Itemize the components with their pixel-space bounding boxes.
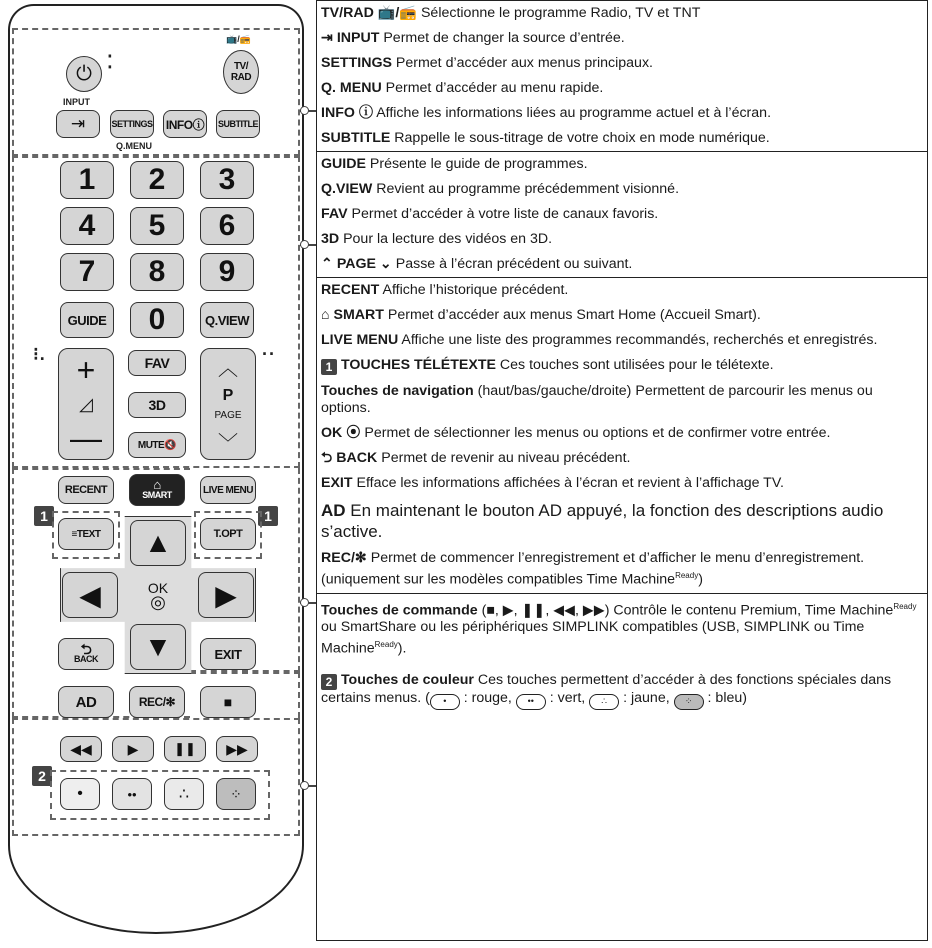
tvrad-button[interactable]: TV/ RAD (223, 50, 259, 94)
desc-qmenu: Q. MENU Permet d’accéder au menu rapide. (321, 80, 604, 96)
volume-up-icon: + (76, 351, 96, 388)
power-button[interactable]: ⏻ (66, 56, 102, 92)
page-p-label: P (222, 386, 234, 404)
blue-button[interactable]: ⁘ (216, 778, 256, 810)
live-menu-button[interactable]: LIVE MENU (200, 476, 256, 504)
info-button[interactable]: INFOⓘ (163, 110, 207, 138)
section-nav-keys (317, 278, 927, 594)
desc-colors: 2 Touches de couleur Ces touches permettent d’accéder à des fonctions spéciales dans certains menus. ( • : rouge, •• : vert, ∴ : jaune, ⁘ : bleu) (317, 668, 927, 714)
number-3-button[interactable]: 3 (200, 161, 254, 199)
desc-exit: EXIT Efface les informations affichées à l’écran et revient à l’affichage TV. (321, 475, 784, 491)
page-down-icon: ﹀ (218, 433, 238, 456)
qview-button[interactable]: Q.VIEW (200, 302, 254, 338)
desc-settings: SETTINGS Permet d’accéder aux menus principaux. (321, 55, 653, 71)
fastforward-button[interactable]: ▶▶ (216, 736, 258, 762)
tvrad-icon: 📺/📻 (226, 34, 251, 44)
home-icon: ⌂ (153, 477, 161, 492)
color-number-badge: 2 (321, 674, 337, 690)
remote-illustration (0, 0, 315, 948)
color-badge: 2 (32, 766, 52, 786)
fav-button[interactable]: FAV (128, 350, 186, 376)
3d-button[interactable]: 3D (128, 392, 186, 418)
desc-teletext: 1 TOUCHES TÉLÉTEXTE Ces touches sont utilisées pour le télétexte. (317, 353, 927, 379)
page-label: PAGE (214, 410, 242, 422)
down-button[interactable]: ▼ (130, 624, 186, 670)
leader-dot-4 (300, 781, 309, 790)
rec-button[interactable]: REC/✻ (129, 686, 185, 718)
section-middle-keys (317, 152, 927, 278)
qmenu-caption: Q.MENU (116, 141, 152, 151)
desc-input: ⇥ INPUT Permet de changer la source d’entrée. (321, 30, 625, 46)
page-up-icon: ︿ (218, 357, 238, 380)
blue-pill-icon: ⁘ (674, 694, 704, 710)
desc-ok: OK ⦿ Permet de sélectionner les menus ou options et de confirmer votre entrée. (321, 425, 831, 441)
smart-label: SMART (142, 490, 172, 500)
teletext-badge-right: 1 (258, 506, 278, 526)
desc-qview: Q.VIEW Revient au programme précédemment visionné. (321, 181, 680, 197)
leader-dot-3 (300, 598, 309, 607)
recent-button[interactable]: RECENT (58, 476, 114, 504)
ok-dot-icon: ◎ (150, 592, 166, 612)
desc-commands: Touches de commande (■, ▶, ❚❚, ◀◀, ▶▶) Contrôle le contenu Premium, Time Machine$^{Ready}$ ou SmartShare ou les périphériques SIMPLINK compatibles (USB, SIMPLINK ou Time Machine$^{Ready}$). (321, 601, 917, 658)
desc-fav: FAV Permet d’accéder à votre liste de canaux favoris. (321, 206, 659, 222)
back-button[interactable] (58, 638, 114, 670)
number-9-button[interactable]: 9 (200, 253, 254, 291)
settings-button[interactable]: SETTINGS (110, 110, 154, 138)
volume-rocker[interactable] (58, 348, 114, 460)
power-dots: ⁚ (107, 52, 114, 72)
teletext-badge-left: 1 (34, 506, 54, 526)
desc-rec: REC/✻ Permet de commencer l’enregistrement et d’afficher le menu d’enregistrement.(uniquement sur les modèles compatibles Time Machine$^{Ready}$) (321, 550, 865, 588)
green-pill-icon: •• (516, 694, 546, 710)
desc-tvrad: TV/RAD 📺/📻 Sélectionne le programme Radio, TV et TNT (321, 5, 701, 21)
red-pill-icon: • (430, 694, 460, 710)
desc-navigation: Touches de navigation (haut/bas/gauche/droite) Permettent de parcourir les menus ou options. (321, 383, 873, 416)
volume-icon: ◿ (79, 393, 93, 414)
desc-subtitle: SUBTITLE Rappelle le sous-titrage de votre choix en mode numérique. (321, 130, 770, 146)
topt-button[interactable]: T.OPT (200, 518, 256, 550)
desc-ad: AD En maintenant le bouton AD appuyé, la fonction des descriptions audio s’active. (321, 501, 884, 541)
ad-button[interactable]: AD (58, 686, 114, 718)
volume-dots: ⁝. (33, 344, 46, 364)
section-top-keys (317, 1, 927, 152)
pause-button[interactable]: ❚❚ (164, 736, 206, 762)
number-7-button[interactable]: 7 (60, 253, 114, 291)
subtitle-button[interactable]: SUBTITLE (216, 110, 260, 138)
page-rocker[interactable] (200, 348, 256, 460)
number-1-button[interactable]: 1 (60, 161, 114, 199)
number-0-button[interactable]: 0 (130, 302, 184, 338)
up-button[interactable]: ▲ (130, 520, 186, 566)
leader-dot-1 (300, 106, 309, 115)
number-5-button[interactable]: 5 (130, 207, 184, 245)
description-panel (316, 0, 928, 941)
dash-group-top (12, 28, 300, 156)
desc-info: INFO ⓘ Affiche les informations liées au programme actuel et à l’écran. (321, 105, 772, 121)
desc-back: ⮌ BACK Permet de revenir au niveau précédent. (321, 450, 631, 466)
page-dots: ·· (262, 344, 276, 364)
number-4-button[interactable]: 4 (60, 207, 114, 245)
desc-3d: 3D Pour la lecture des vidéos en 3D. (321, 231, 553, 247)
play-button[interactable]: ▶ (112, 736, 154, 762)
desc-guide: GUIDE Présente le guide de programmes. (321, 156, 588, 172)
back-icon: ⮌ (80, 641, 92, 657)
number-6-button[interactable]: 6 (200, 207, 254, 245)
teletext-number-badge: 1 (321, 359, 337, 375)
input-button[interactable]: ⇥ (56, 110, 100, 138)
desc-recent: RECENT Affiche l’historique précédent. (321, 282, 569, 298)
right-button[interactable]: ▶ (198, 572, 254, 618)
desc-livemenu: LIVE MENU Affiche une liste des programmes recommandés, recherchés et enregistrés. (321, 332, 878, 348)
back-label: BACK (74, 654, 98, 664)
exit-button[interactable]: EXIT (200, 638, 256, 670)
volume-down-icon: — (70, 419, 102, 456)
ok-label: OK (147, 580, 169, 596)
ok-button[interactable] (130, 572, 186, 618)
guide-button[interactable]: GUIDE (60, 302, 114, 338)
red-button[interactable]: • (60, 778, 100, 810)
mute-button[interactable]: MUTE🔇 (128, 432, 186, 458)
green-button[interactable]: •• (112, 778, 152, 810)
yellow-pill-icon: ∴ (589, 694, 619, 710)
rewind-button[interactable]: ◀◀ (60, 736, 102, 762)
left-button[interactable]: ◀ (62, 572, 118, 618)
section-playback-keys (317, 594, 927, 714)
stop-button[interactable]: ■ (200, 686, 256, 718)
number-8-button[interactable]: 8 (130, 253, 184, 291)
yellow-button[interactable]: ∴ (164, 778, 204, 810)
leader-dot-2 (300, 240, 309, 249)
smart-button[interactable] (129, 474, 185, 506)
input-caption: INPUT (63, 97, 90, 107)
text-button[interactable]: ≡TEXT (58, 518, 114, 550)
desc-page: ⌃ PAGE ⌄ Passe à l’écran précédent ou suivant. (321, 256, 633, 272)
desc-smart: ⌂ SMART Permet d’accéder aux menus Smart Home (Accueil Smart). (321, 307, 761, 323)
number-2-button[interactable]: 2 (130, 161, 184, 199)
